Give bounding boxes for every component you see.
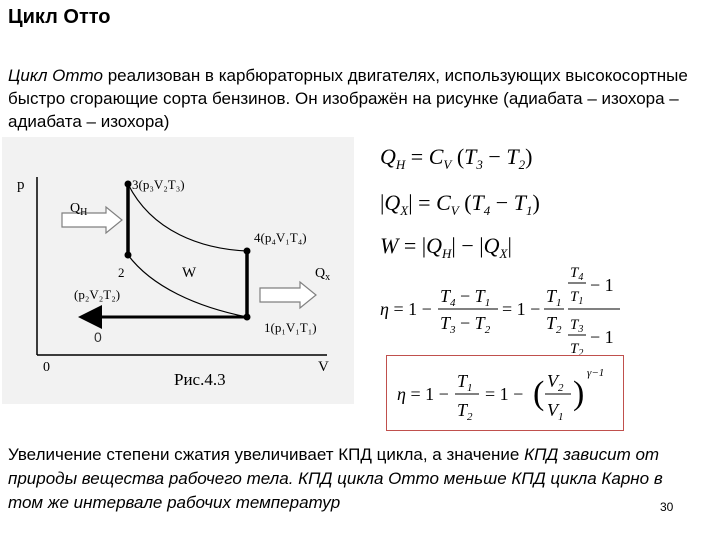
v-axis-label: V xyxy=(318,359,329,375)
page-title: Цикл Отто xyxy=(8,6,111,28)
svg-text:= 1 −: = 1 − xyxy=(502,299,541,319)
svg-text:): ) xyxy=(573,375,585,412)
svg-text:T3: $T_3$ xyxy=(570,317,584,335)
diagram-svg xyxy=(2,137,354,404)
svg-text:W = |QH| − |QX|: $W = |Q_H| - |Q_X|$ xyxy=(380,233,512,261)
otto-cycle-diagram xyxy=(2,137,354,404)
svg-text:(: ( xyxy=(533,375,545,412)
svg-text:− 1: − 1 xyxy=(590,327,614,347)
point-1 xyxy=(244,314,251,321)
svg-text:T2: $T_2$ xyxy=(457,400,473,423)
point-3-label: 3(p₃V₂T₃) xyxy=(132,177,185,192)
svg-text:T1: $T_1$ xyxy=(546,286,562,309)
point-1-label: 1(p₁V₁T₁) xyxy=(264,320,317,335)
svg-text:V2: $V_2$ xyxy=(547,371,564,394)
formula-qh-svg xyxy=(380,138,580,176)
intro-text: реализован в карбюраторных двигателях, использующих высокосортные быстро сгорающие сорта бензинов. Он изображён на рисунке (адиабата – изохора – адиабата – изохора) xyxy=(8,66,688,131)
page-number: 30 xyxy=(660,500,674,514)
qh-label: $Q_H$ xyxy=(70,201,88,218)
svg-text:− 1: − 1 xyxy=(590,275,614,295)
point-4 xyxy=(244,248,251,255)
bottom-text-1: Увеличение степени сжатия увеличивает КПД цикла, а значение xyxy=(8,445,525,464)
zero-label: 0 xyxy=(94,329,102,345)
svg-text:T1: $T_1$ xyxy=(570,289,584,307)
work-label: W xyxy=(182,265,197,281)
p-axis-label: p xyxy=(17,177,25,193)
svg-text:γ−1: γ−1 xyxy=(587,367,605,379)
origin-label: 0 xyxy=(43,360,50,375)
intro-italic: Цикл Отто xyxy=(8,66,103,85)
svg-text:T4 − T1: $T_4 - T_1$ xyxy=(440,286,491,309)
svg-text:η = 1 −: η = 1 − xyxy=(397,384,449,404)
svg-text:η = 1 −: η = 1 − xyxy=(380,299,432,319)
figure-caption: Рис.4.3 xyxy=(174,370,226,389)
point-2 xyxy=(125,252,132,259)
formula-efficiency xyxy=(380,257,710,362)
boxed-efficiency-formula xyxy=(386,355,624,431)
svg-text:T3 − T2: $T_3 - T_2$ xyxy=(440,313,491,336)
bottom-text-2: зависит от природы вещества рабочего тела. КПД цикла Отто меньше КПД цикла Карно в том же интервале рабочих температур xyxy=(8,445,663,512)
svg-text:T2: $T_2$ xyxy=(570,341,584,357)
svg-text:|QX| = CV (T4 − T1): $|Q_X| = C_V$ $(T_4 - T_1)$ xyxy=(380,190,540,218)
boxed-formula-svg xyxy=(387,356,623,430)
bottom-paragraph xyxy=(8,443,698,515)
formula-qx-svg xyxy=(380,184,580,222)
point-2-label: (p₂V₂T₂) xyxy=(74,287,121,302)
intro-paragraph xyxy=(8,64,708,133)
svg-text:QH = CV (T3 − T2): $Q_H = C_V$ $(T_3 - T_2)$ xyxy=(380,144,533,172)
qx-arrow xyxy=(260,282,316,308)
bottom-kpd: КПД xyxy=(524,445,559,464)
svg-text:T4: $T_4$ xyxy=(570,265,584,283)
svg-text:= 1 −: = 1 − xyxy=(485,384,524,404)
formula-efficiency-svg xyxy=(380,257,710,357)
svg-text:T1: $T_1$ xyxy=(457,371,473,394)
adiabat-3-4 xyxy=(128,184,247,251)
svg-text:T2: $T_2$ xyxy=(546,313,562,336)
svg-text:V1: $V_1$ xyxy=(547,400,564,423)
point-4-label: 4(p₄V₁T₄) xyxy=(254,230,307,245)
point-2-number: 2 xyxy=(118,265,125,280)
formula-qx xyxy=(380,184,580,228)
qx-label: $Q_x$ xyxy=(315,266,331,283)
point-3 xyxy=(125,181,132,188)
formula-qh xyxy=(380,138,580,182)
